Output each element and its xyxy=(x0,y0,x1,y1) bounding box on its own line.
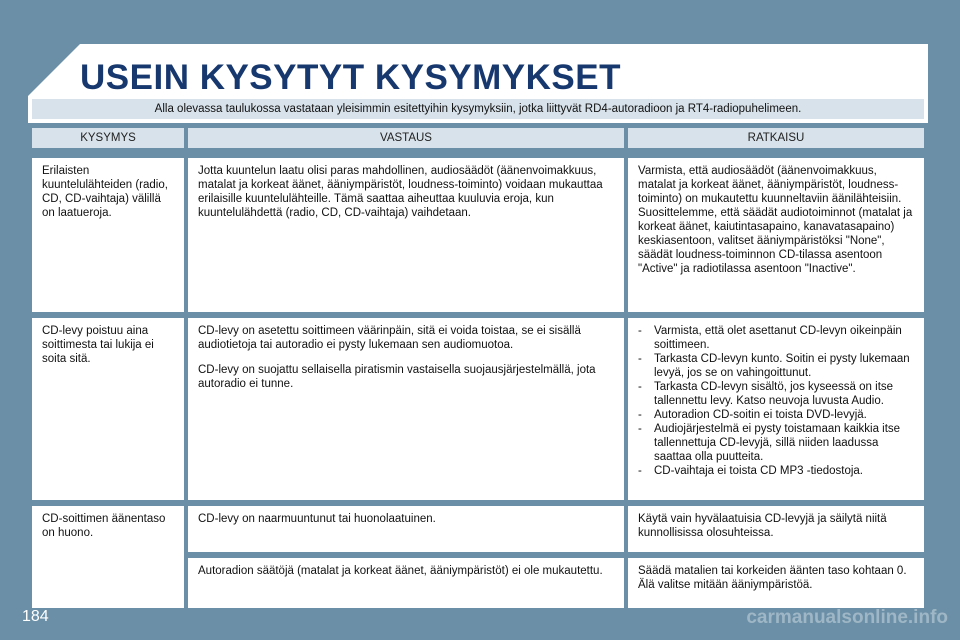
list-item: - Tarkasta CD-levyn kunto. Soitin ei pysty lukemaan levyä, jos se on vahingoittunut. xyxy=(638,352,914,380)
list-item: - Autoradion CD-soitin ei toista DVD-levyjä. xyxy=(638,408,914,422)
row2-answer-paragraph: CD-levy on suojattu sellaisella piratismin vastaisella suojausjärjestelmällä, jota autoradio ei tunne. xyxy=(198,364,596,390)
row2-answer xyxy=(188,318,624,500)
row1-answer: Jotta kuuntelun laatu olisi paras mahdollinen, audiosäädöt (äänenvoimakkuus, matalat ja korkeat äänet, ääniympäristöt, loudness-toiminto) voidaan mukauttaa erilaisille kuuntelulähteille. Tämä saattaa aiheuttaa kuuluvia eroja, kun kuuntelulähdettä (radio, CD, CD-vaihtaja) vaihdetaan. xyxy=(188,158,624,312)
row3-question: CD-soittimen äänentaso on huono. xyxy=(32,506,184,608)
row3-solution-b: Säädä matalien tai korkeiden äänten taso kohtaan 0. Älä valitse mitään ääniympäristöä. xyxy=(628,558,924,608)
page-title: USEIN KYSYTYT KYSYMYKSET xyxy=(80,58,621,97)
header-question: KYSYMYS xyxy=(32,128,184,148)
watermark: carmanualsonline.info xyxy=(746,607,948,628)
row3-answer-b: Autoradion säätöjä (matalat ja korkeat äänet, ääniympäristöt) ei ole mukautettu. xyxy=(188,558,624,608)
list-item: - CD-vaihtaja ei toista CD MP3 -tiedostoja. xyxy=(638,464,914,478)
row1-question: Erilaisten kuuntelulähteiden (radio, CD, CD-vaihtaja) välillä on laatueroja. xyxy=(32,158,184,312)
list-item: - Audiojärjestelmä ei pysty toistamaan kaikkia itse tallennettuja CD-levyjä, sillä niiden laadussa saattaa olla puutteita. xyxy=(638,422,914,464)
row2-solution xyxy=(628,318,924,500)
page-number: 184 xyxy=(22,608,49,625)
row3-solution-a: Käytä vain hyvälaatuisia CD-levyjä ja säilytä niitä kunnollisissa olosuhteissa. xyxy=(628,506,924,552)
solution-list xyxy=(638,324,914,478)
list-item: - Tarkasta CD-levyn sisältö, jos kyseessä on itse tallennettu levy. Katso neuvoja luvusta Audio. xyxy=(638,380,914,408)
page-corner-cut xyxy=(28,44,80,96)
row1-solution: Varmista, että audiosäädöt (äänenvoimakkuus, matalat ja korkeat äänet, ääniympäristöt, loudness-toiminto) on mukautettu kuunneltaviin äänilähteisiin. Suosittelemme, että säädät audiotoiminnot (matalat ja korkeat äänet, kaiutintasapaino, kanavatasapaino) keskiasentoon, valitset ääniympäristöksi "None", säädät loudness-toiminnon CD-tilassa asentoon "Active" ja radiotilassa asentoon "Inactive". xyxy=(628,158,924,312)
row2-question: CD-levy poistuu aina soittimesta tai lukija ei soita sitä. xyxy=(32,318,184,500)
list-item: - Varmista, että olet asettanut CD-levyn oikeinpäin soittimeen. xyxy=(638,324,914,352)
header-answer: VASTAUS xyxy=(188,128,624,148)
header-solution: RATKAISU xyxy=(628,128,924,148)
intro-text: Alla olevassa taulukossa vastataan yleisimmin esitettyihin kysymyksiin, jotka liittyvät RD4-autoradioon ja RT4-radiopuhelimeen. xyxy=(32,99,924,119)
row3-answer-a: CD-levy on naarmuuntunut tai huonolaatuinen. xyxy=(188,506,624,552)
manual-page xyxy=(28,44,928,612)
row2-answer-paragraph: CD-levy on asetettu soittimeen väärinpäin, sitä ei voida toistaa, se ei sisällä audiotietoja tai autoradio ei pysty lukemaan sen audiomuotoa. xyxy=(198,325,581,351)
